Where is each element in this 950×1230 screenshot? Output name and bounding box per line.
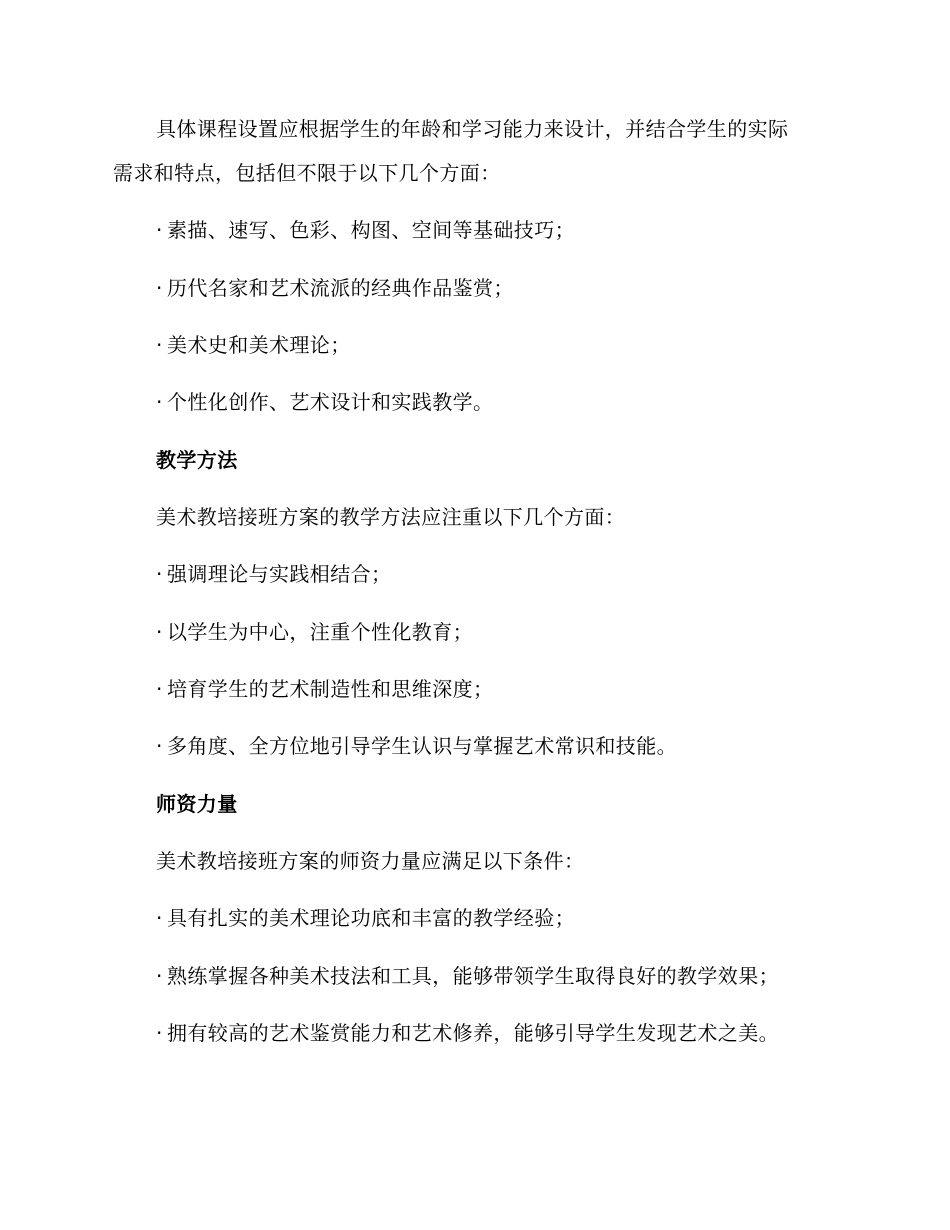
section-heading-teaching: 教学方法 — [156, 448, 238, 472]
bullet-icon: · — [156, 906, 163, 930]
faculty-intro: 美术教培接班方案的师资力量应满足以下条件： — [156, 849, 585, 873]
list-item-teaching-2 — [156, 619, 473, 645]
bullet-icon: · — [156, 333, 163, 357]
bullet-icon: · — [156, 964, 163, 988]
bullet-icon: · — [156, 1021, 163, 1045]
intro-paragraph-line-2: 需求和特点，包括但不限于以下几个方面： — [113, 161, 501, 185]
list-item-text: 培育学生的艺术制造性和思维深度； — [167, 677, 494, 701]
list-item-text: 具有扎实的美术理论功底和丰富的教学经验； — [167, 906, 575, 930]
section-heading-faculty: 师资力量 — [156, 792, 238, 816]
list-item-text: 以学生为中心，注重个性化教育； — [167, 620, 473, 644]
teaching-intro: 美术教培接班方案的教学方法应注重以下几个方面： — [156, 505, 626, 529]
list-item-faculty-1 — [156, 905, 575, 931]
list-item-course-3 — [156, 332, 351, 358]
list-item-text: 美术史和美术理论； — [167, 333, 351, 357]
bullet-icon: · — [156, 562, 163, 586]
list-item-text: 个性化创作、艺术设计和实践教学。 — [167, 390, 494, 414]
list-item-course-2 — [156, 275, 514, 301]
bullet-icon: · — [156, 390, 163, 414]
list-item-text: 熟练掌握各种美术技法和工具，能够带领学生取得良好的教学效果； — [167, 964, 779, 988]
bullet-icon: · — [156, 677, 163, 701]
list-item-text: 多角度、全方位地引导学生认识与掌握艺术常识和技能。 — [167, 734, 677, 758]
list-item-text: 拥有较高的艺术鉴赏能力和艺术修养，能够引导学生发现艺术之美。 — [167, 1021, 779, 1045]
bullet-icon: · — [156, 276, 163, 300]
list-item-teaching-3 — [156, 676, 493, 702]
list-item-faculty-3 — [156, 1020, 779, 1046]
bullet-icon: · — [156, 218, 163, 242]
list-item-teaching-4 — [156, 733, 677, 759]
list-item-course-1 — [156, 217, 575, 243]
list-item-text: 历代名家和艺术流派的经典作品鉴赏； — [167, 276, 514, 300]
list-item-faculty-2 — [156, 963, 779, 989]
list-item-teaching-1 — [156, 561, 391, 587]
intro-paragraph-line-1: 具体课程设置应根据学生的年龄和学习能力来设计，并结合学生的实际 — [156, 117, 789, 141]
list-item-text: 强调理论与实践相结合； — [167, 562, 392, 586]
list-item-course-4 — [156, 389, 493, 415]
bullet-icon: · — [156, 734, 163, 758]
bullet-icon: · — [156, 620, 163, 644]
list-item-text: 素描、速写、色彩、构图、空间等基础技巧； — [167, 218, 575, 242]
